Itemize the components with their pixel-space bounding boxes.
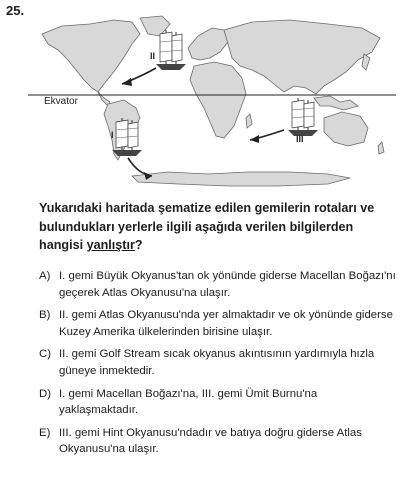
option-c[interactable]: [39, 346, 399, 379]
southeast-asia-islands: [314, 96, 358, 110]
japan: [362, 54, 370, 70]
asia: [224, 20, 380, 94]
stem-end: ?: [134, 238, 143, 252]
stem-emphasis: yanlıştır: [86, 238, 135, 252]
option-text: II. gemi Atlas Okyanusu'nda yer almaktadır ve ok yönünde giderse Kuzey Amerika ülkelerinden birisine ulaşır.: [59, 309, 393, 338]
option-e[interactable]: [39, 425, 399, 458]
world-map: [28, 14, 396, 194]
option-text: III. gemi Hint Okyanusu'ndadır ve batıya doğru giderse Atlas Okyanusu'na ulaşır.: [59, 426, 362, 456]
north-america: [42, 20, 140, 92]
option-text: II. gemi Golf Stream sıcak okyanus akıntısının yardımıyla hızla güneye inmektedir.: [59, 348, 375, 377]
option-a[interactable]: [39, 268, 399, 301]
new-zealand: [378, 142, 384, 154]
option-letter: B): [39, 309, 51, 322]
ship-ii: [156, 30, 186, 70]
ship-i-route-arrow: [128, 158, 152, 176]
option-d[interactable]: [39, 386, 399, 419]
equator-label: Ekvator: [44, 96, 78, 107]
option-letter: C): [39, 348, 52, 361]
answer-options: [39, 268, 399, 464]
africa: [190, 62, 246, 138]
antarctica: [132, 172, 350, 186]
question-stem: [39, 199, 395, 255]
option-letter: A): [39, 270, 51, 282]
ship-label-iii: III: [296, 134, 304, 144]
option-b[interactable]: [39, 307, 399, 340]
ship-label-ii: II: [150, 51, 156, 61]
option-letter: D): [39, 387, 52, 400]
ship-i: [112, 118, 142, 156]
option-text: I. gemi Büyük Okyanus'tan ok yönünde giderse Macellan Boğazı'nı geçerek Atlas Okyanusu'na ulaşır.: [59, 270, 396, 299]
europe: [188, 28, 228, 60]
option-letter: E): [39, 426, 51, 439]
question-number: 25.: [6, 3, 25, 18]
madagascar: [246, 114, 252, 128]
option-text: I. gemi Macellan Boğazı'na, III. gemi Ümit Burnu'na yaklaşmaktadır.: [59, 387, 318, 417]
australia: [324, 112, 368, 146]
stem-text: Yukarıdaki haritada şematize edilen gemilerin rotaları ve bulundukları yerlerle ilgili aşağıda verilen bilgilerden hangisi: [39, 201, 375, 252]
ship-label-i: I: [111, 130, 114, 140]
ship-iii: [288, 98, 318, 136]
